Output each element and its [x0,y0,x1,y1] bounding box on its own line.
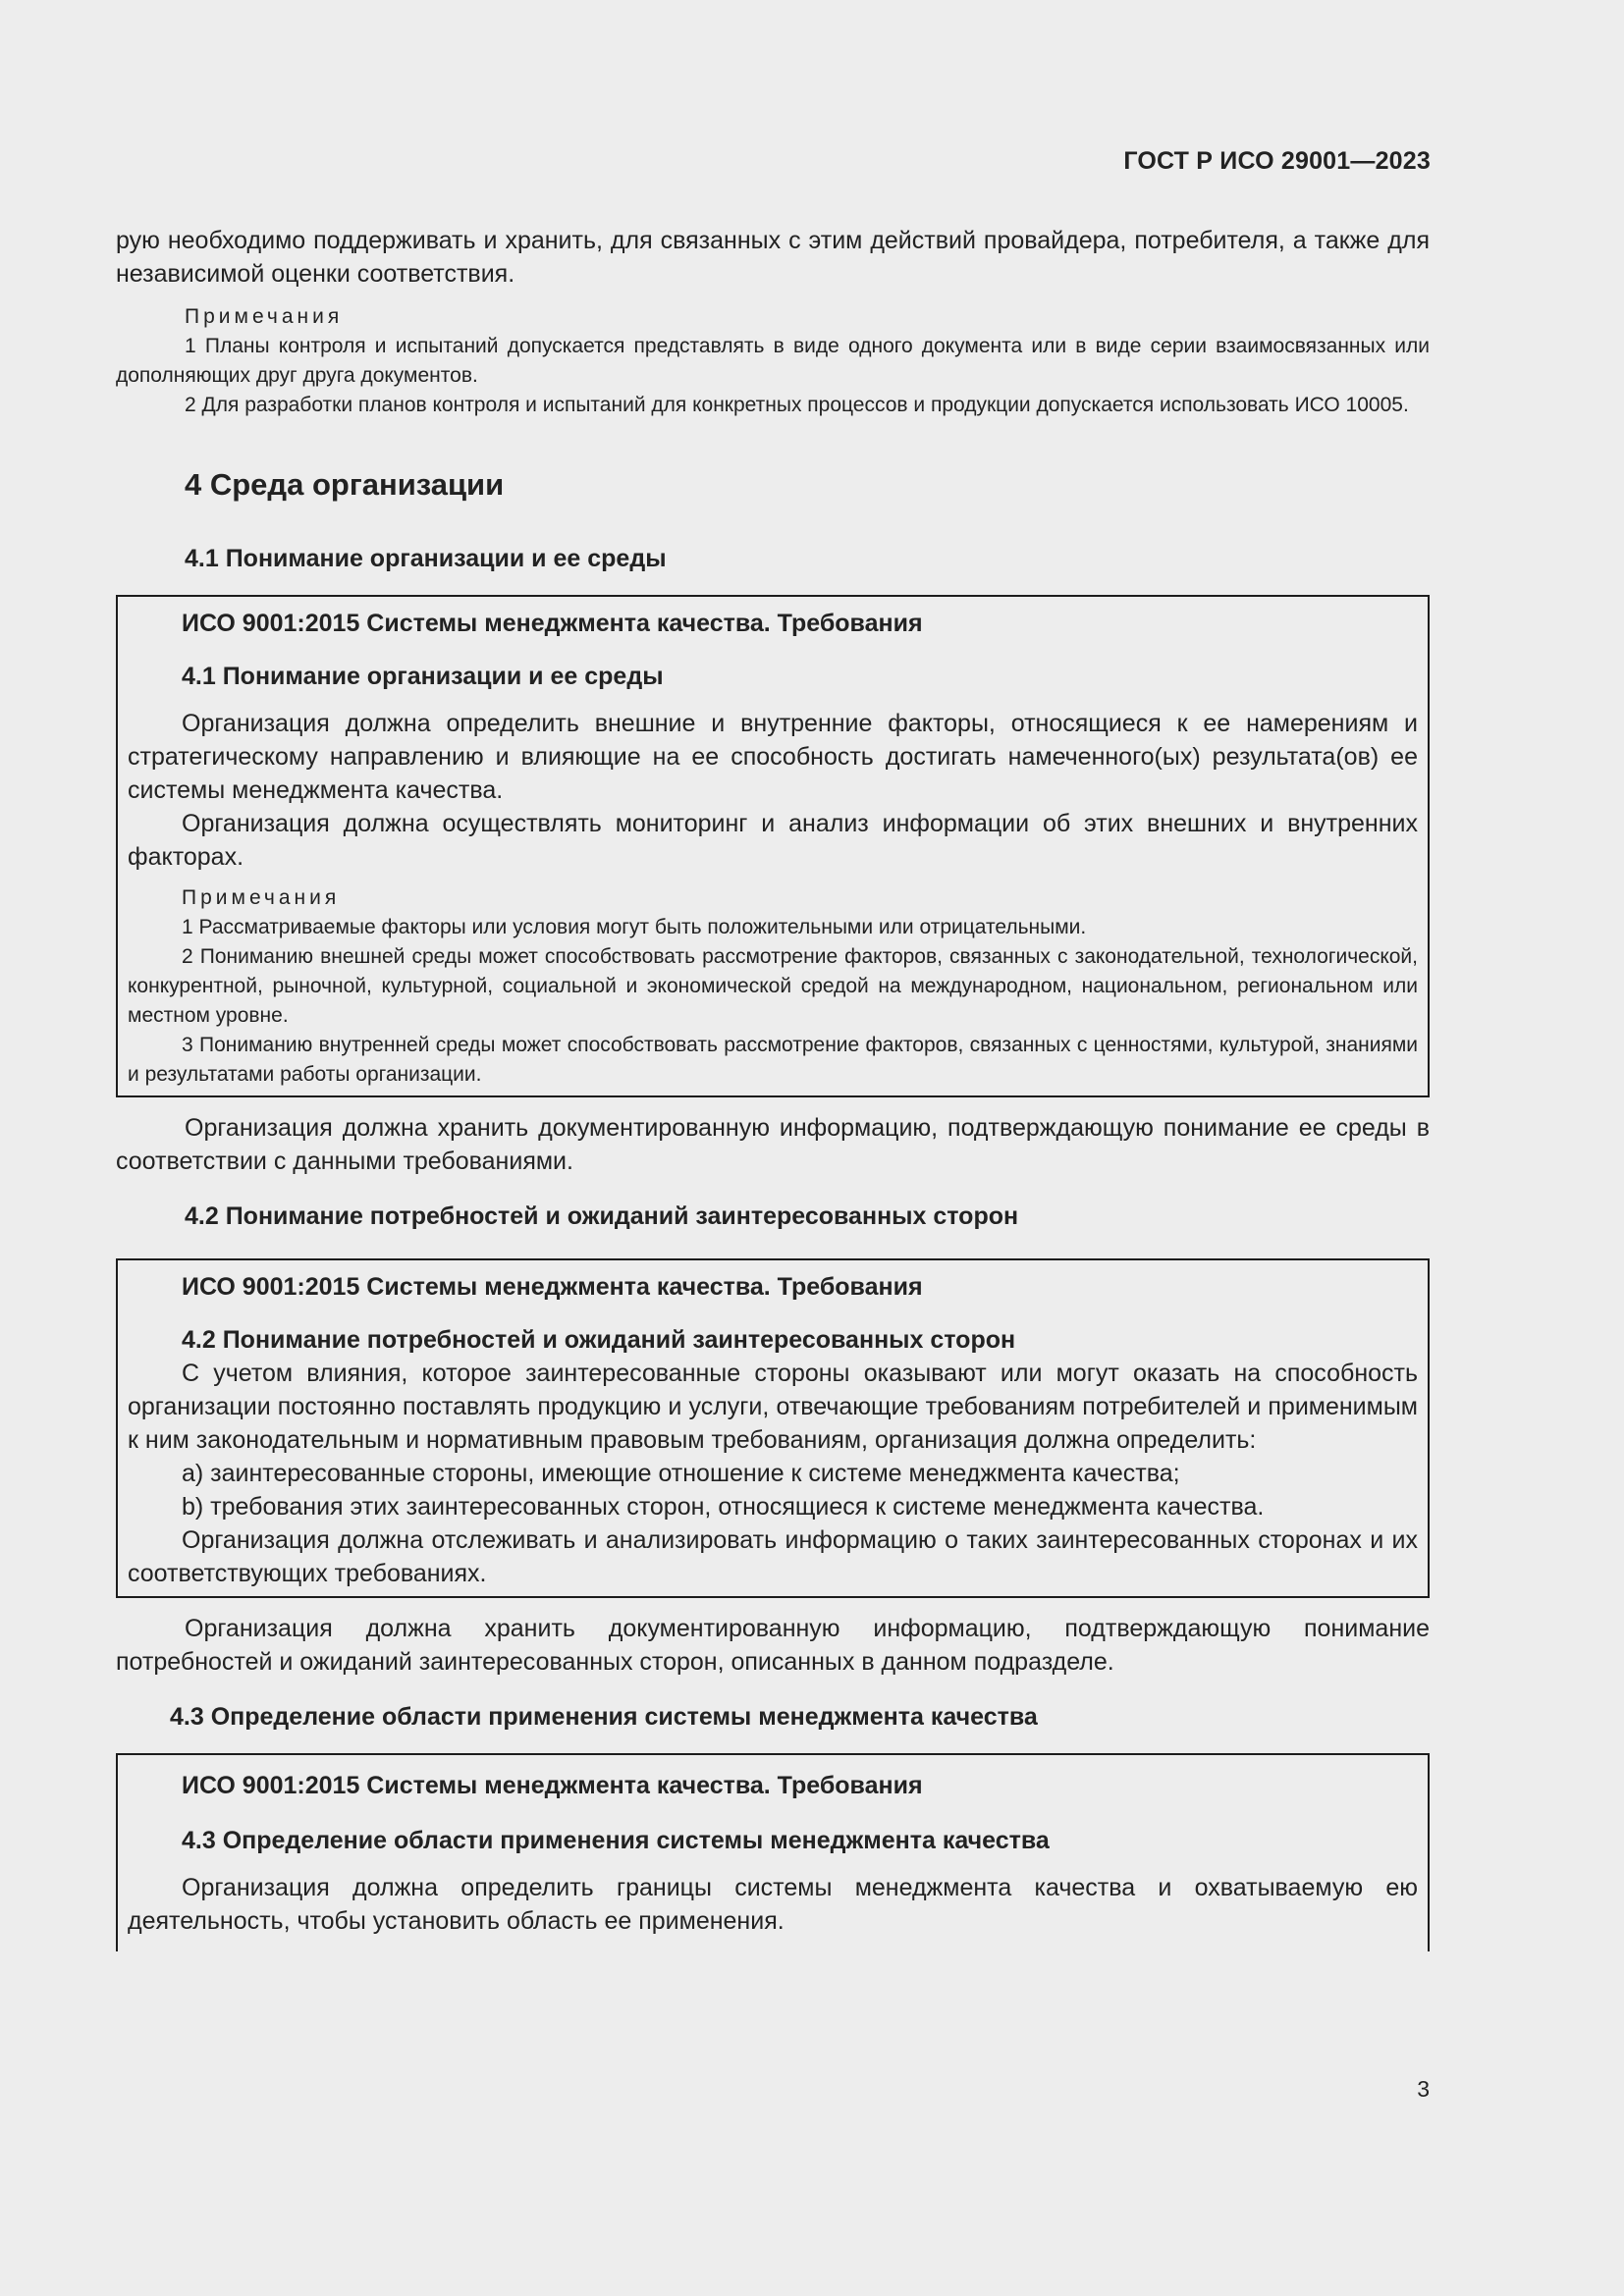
notes-title: Примечания [182,886,341,909]
note-1: 1 Планы контроля и испытаний допускается представлять в виде одного документа или в виде серии взаимосвязанных или дополняющих друг друга документов. [116,335,1430,387]
box-standard-title: ИСО 9001:2015 Системы менеджмента качества. Требования [182,610,923,637]
box-subtitle: 4.2 Понимание потребностей и ожиданий заинтересованных сторон [182,1326,1016,1354]
note-1: 1 Рассматриваемые факторы или условия могут быть положительными или отрицательными. [182,916,1087,938]
box-subtitle: 4.3 Определение области применения системы менеджмента качества [182,1827,1050,1854]
note-2: 2 Пониманию внешней среды может способствовать рассмотрение факторов, связанных с законодательной, технологической, конкурентной, рыночной, культурной, социальной и экономической средой на международном, национальном, региональном или местном уровне. [128,945,1418,1027]
box-standard-title: ИСО 9001:2015 Системы менеджмента качества. Требования [182,1273,923,1301]
subsection-title-4-2: 4.2 Понимание потребностей и ожиданий заинтересованных сторон [185,1202,1019,1230]
note-2: 2 Для разработки планов контроля и испытаний для конкретных процессов и продукции допускается использовать ИСО 10005. [185,394,1409,416]
box-paragraph-2: Организация должна отслеживать и анализировать информацию о таких заинтересованных сторонах и их соответствующих требованиях. [128,1526,1418,1587]
quote-box-4-1 [116,595,1430,1097]
box-paragraph-2: Организация должна осуществлять мониторинг и анализ информации об этих внешних и внутренних факторах. [128,810,1418,871]
box-paragraph-1: С учетом влияния, которое заинтересованные стороны оказывают или могут оказать на способность организации постоянно поставлять продукцию и услуги, отвечающие требованиям потребителей и применимым к ним законодательным и нормативным правовым требованиям, организация должна определить: [128,1360,1418,1454]
notes-title: Примечания [185,305,344,328]
after-paragraph-4-2: Организация должна хранить документированную информацию, подтверждающую понимание потребностей и ожиданий заинтересованных сторон, описанных в данном подразделе. [116,1615,1430,1676]
box-paragraph-1: Организация должна определить границы системы менеджмента качества и охватываемую ею деятельность, чтобы установить область ее применения. [128,1874,1418,1935]
section-title: 4 Среда организации [185,467,505,502]
quote-box-4-2 [116,1258,1430,1598]
box-notes [128,883,1418,1090]
box-subtitle: 4.1 Понимание организации и ее среды [182,663,664,690]
page-number: 3 [1417,2076,1430,2102]
intro-paragraph: рую необходимо поддерживать и хранить, для связанных с этим действий провайдера, потребителя, а также для независимой оценки соответствия. [116,227,1430,288]
subsection-title-4-3: 4.3 Определение области применения системы менеджмента качества [170,1703,1038,1731]
list-item-a: a) заинтересованные стороны, имеющие отношение к системе менеджмента качества; [182,1460,1180,1487]
subsection-title-4-1: 4.1 Понимание организации и ее среды [185,545,667,572]
document-code: ГОСТ Р ИСО 29001—2023 [1123,147,1431,175]
intro-notes [116,302,1430,420]
quote-box-4-3 [116,1753,1430,1951]
after-paragraph-4-1: Организация должна хранить документированную информацию, подтверждающую понимание ее среды в соответствии с данными требованиями. [116,1114,1430,1175]
box-standard-title: ИСО 9001:2015 Системы менеджмента качества. Требования [182,1772,923,1799]
list-item-b: b) требования этих заинтересованных сторон, относящиеся к системе менеджмента качества. [182,1493,1265,1521]
box-paragraph-1: Организация должна определить внешние и внутренние факторы, относящиеся к ее намерениям и стратегическому направлению и влияющие на ее способность достигать намеченного(ых) результата(ов) ее системы менеджмента качества. [128,710,1418,804]
note-3: 3 Пониманию внутренней среды может способствовать рассмотрение факторов, связанных с ценностями, культурой, знаниями и результатами работы организации. [128,1034,1418,1086]
page-content [116,224,1430,1965]
